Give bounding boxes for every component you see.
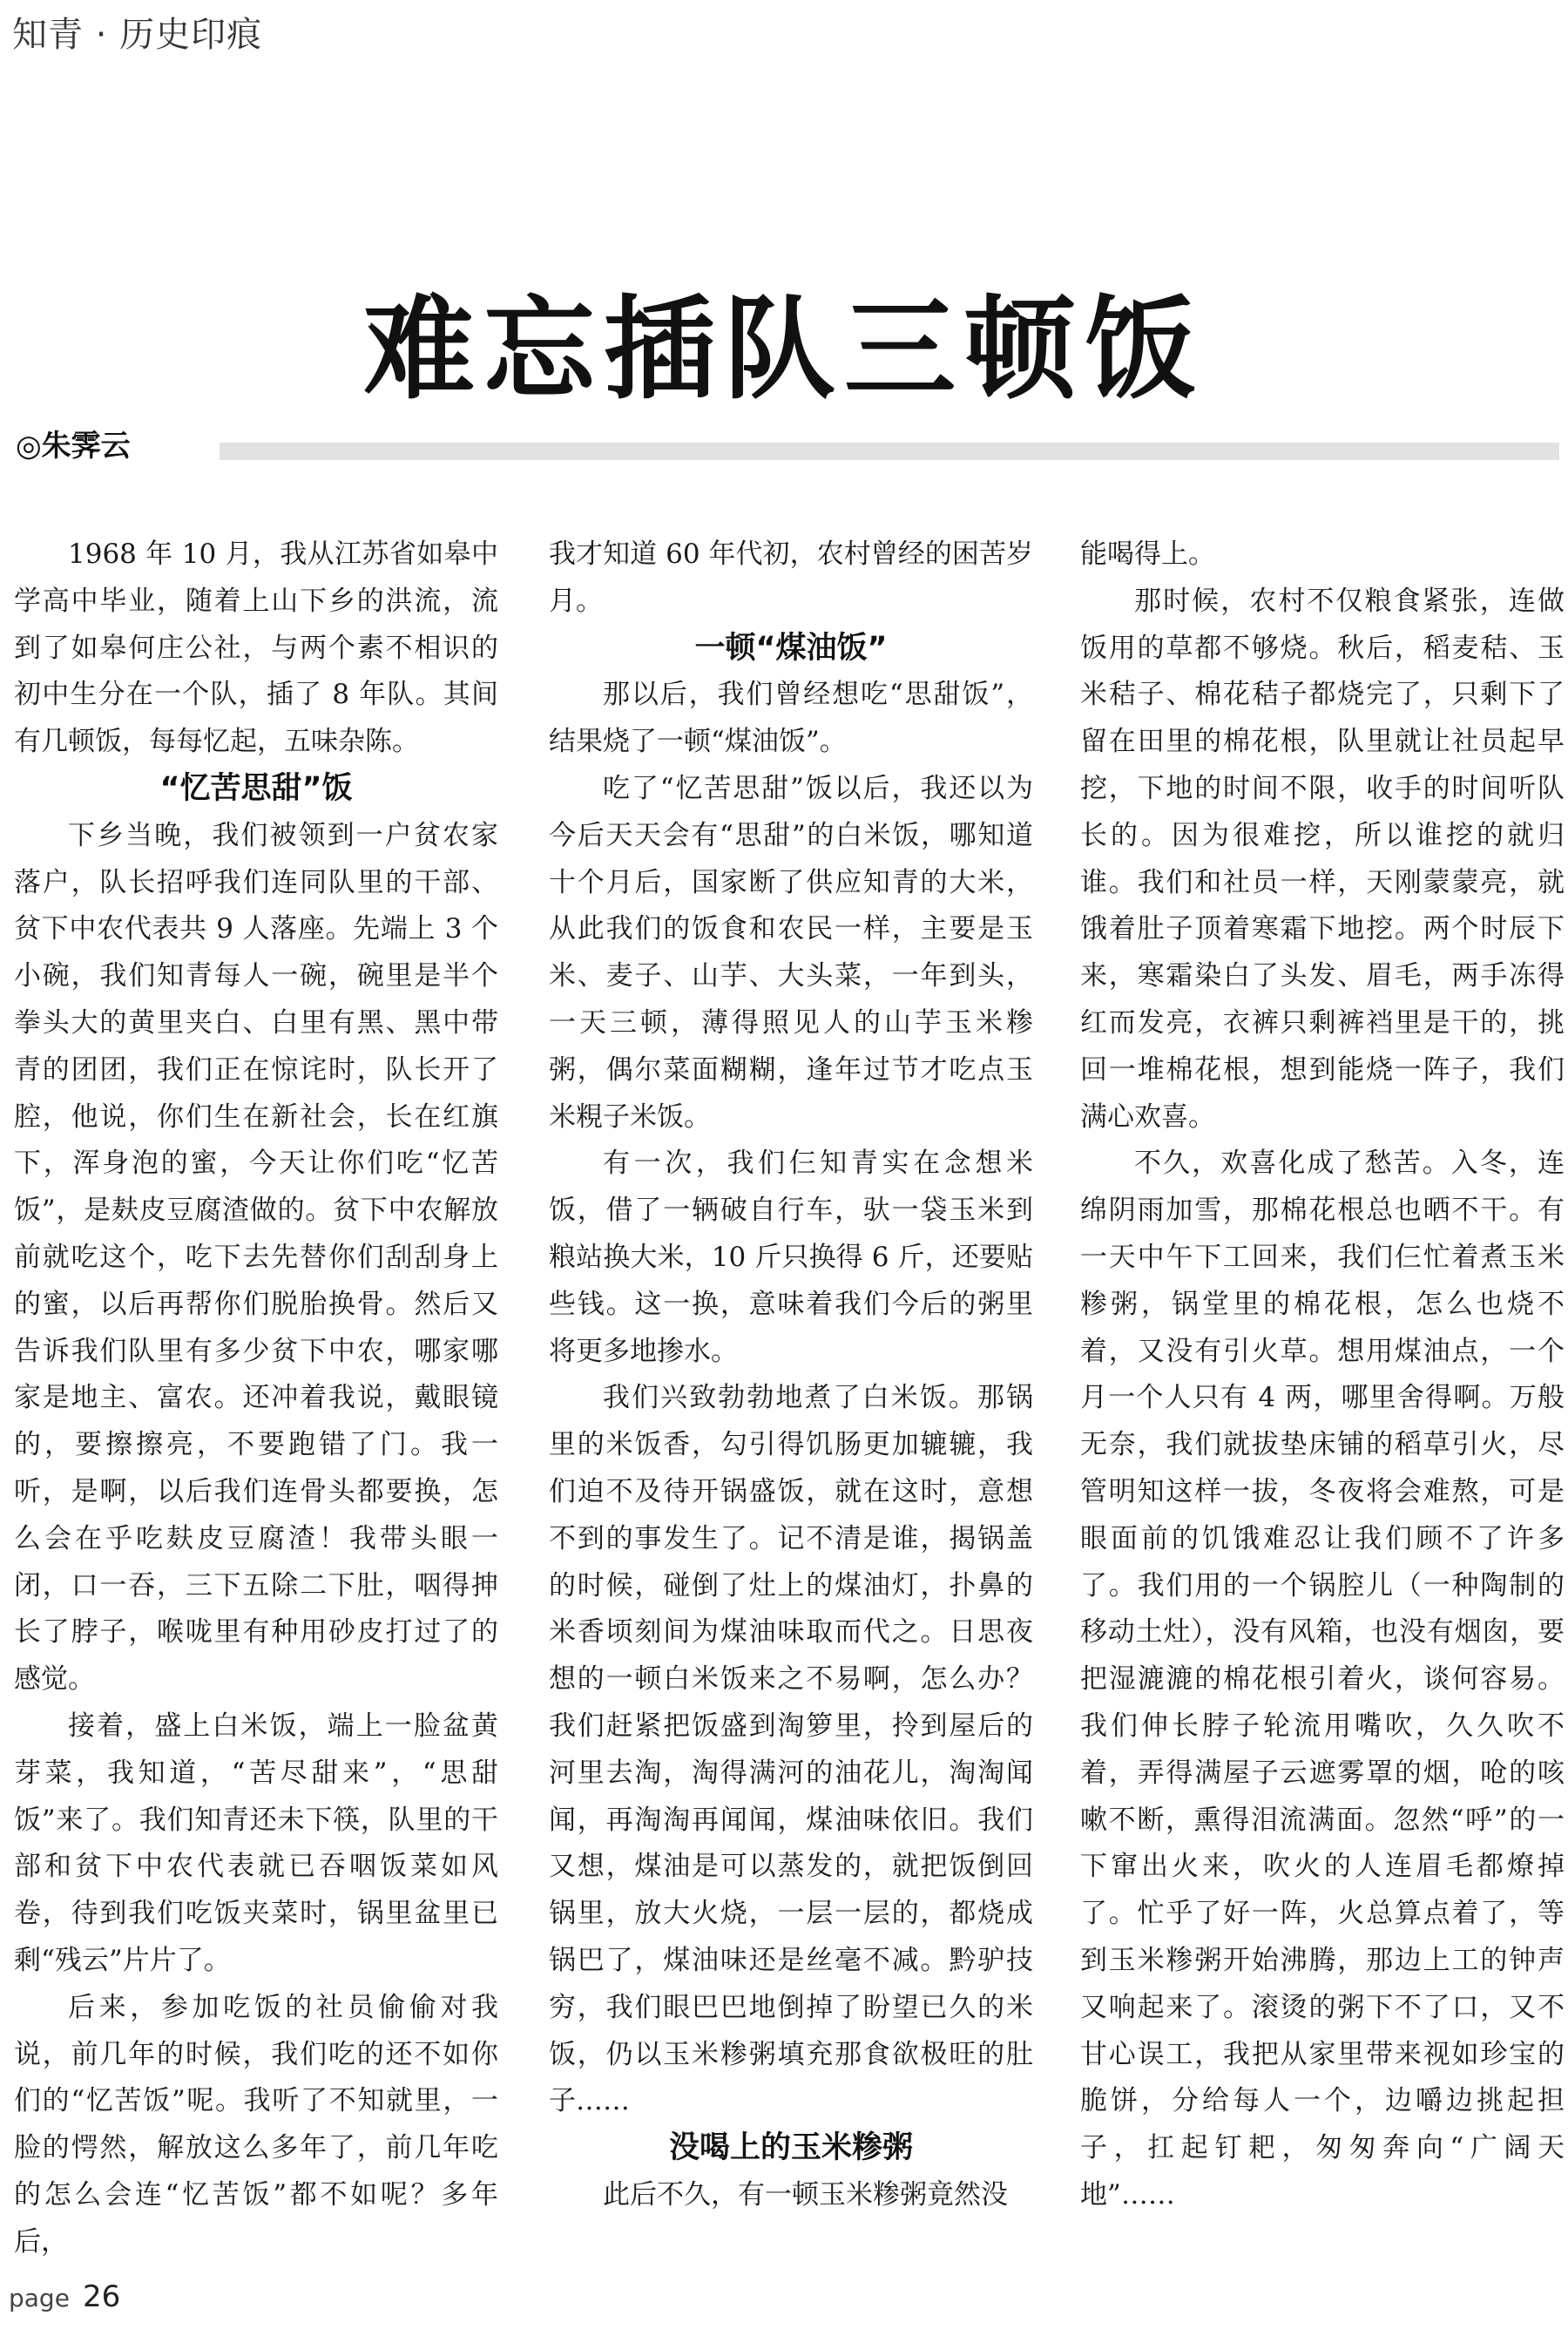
paragraph: 后来，参加吃饭的社员偷偷对我说，前几年的时候，我们吃的还不如你们的“忆苦饭”呢。我听了不知就里，一脸的愕然，解放这么多年了，前几年吃的怎么会连“忆苦饭”都不如呢？多年后， bbox=[14, 1991, 498, 2258]
paragraph: 不久，欢喜化成了愁苦。入冬，连绵阴雨加雪，那棉花根总也晒不干。有一天中午下工回来，我们仨忙着煮玉米糁粥，锅堂里的棉花根，怎么也烧不着，又没有引火草。想用煤油点，一个月一个人只有 4 两，哪里舍得啊。万般无奈，我们就拔垫床铺的稻草引火，尽管明知这样一拔，冬夜将会难熬，可是眼面前的饥饿难忍让我们顾不了许多了。我们用的一个锅腔儿（一种陶制的移动土灶），没有风箱，也没有烟囱，要把湿漉漉的棉花根引着火，谈何容易。我们伸长脖子轮流用嘴吹，久久吹不着，弄得满屋子云遮雾罩的烟，呛的咳嗽不断，熏得泪流满面。忽然“呼”的一下窜出火来，吹火的人连眉毛都燎掉了。忙乎了好一阵，火总算点着了，等到玉米糁粥开始沸腾，那边上工的钟声又响起来了。滚烫的粥下不了口，又不甘心误工，我把从家里带来视如珍宝的脆饼，分给每人一个，边嚼边挑起担子，扛起钉耙，匆匆奔向“广阔天地”…… bbox=[1080, 1148, 1565, 2211]
paragraph: 下乡当晚，我们被领到一户贫农家落户，队长招呼我们连同队里的干部、贫下中农代表共 9 人落座。先端上 3 个小碗，我们知青每人一碗，碗里是半个拳头大的黄里夹白、白里有黑、黑中带青的团团，我们正在惊诧时，队长开了腔，他说，你们生在新社会，长在红旗下，浑身泡的蜜，今天让你们吃“忆苦饭”，是麸皮豆腐渣做的。贫下中农解放前就吃这个，吃下去先替你们刮刮身上的蜜，以后再帮你们脱胎换骨。然后又告诉我们队里有多少贫下中农，哪家哪家是地主、富农。还冲着我说，戴眼镜的，要擦擦亮，不要跑错了门。我一听，是啊，以后我们连骨头都要换，怎么会在乎吃麸皮豆腐渣！我带头眼一闭，口一吞，三下五除二下肚，咽得抻长了脖子，喉咙里有种用砂皮打过了的感觉。 bbox=[14, 819, 498, 1696]
byline-rule bbox=[220, 443, 1559, 460]
page-label: page bbox=[9, 2284, 70, 2312]
column-1 bbox=[14, 532, 498, 2265]
page-number: 26 bbox=[83, 2279, 121, 2314]
section-heading: 一顿“煤油饭” bbox=[694, 630, 888, 666]
column-3 bbox=[1080, 532, 1565, 2219]
paragraph: 此后不久，有一顿玉米糁粥竟然没 bbox=[603, 2178, 1008, 2211]
byline: ◎朱霁云 bbox=[16, 429, 131, 464]
paragraph: 吃了“忆苦思甜”饭以后，我还以为今后天天会有“思甜”的白米饭，哪知道十个月后，国家断了供应知青的大米，从此我们的饭食和农民一样，主要是玉米、麦子、山芋、大头菜，一年到头，一天三顿，薄得照见人的山芋玉米糁粥，偶尔菜面糊糊，逢年过节才吃点玉米粯子米饭。 bbox=[549, 772, 1033, 1133]
section-header: 知青 · 历史印痕 bbox=[12, 15, 263, 55]
paragraph: 1968 年 10 月，我从江苏省如皋中学高中毕业，随着上山下乡的洪流，流到了如皋何庄公社，与两个素不相识的初中生分在一个队，插了 8 年队。其间有几顿饭，每每忆起，五味杂陈。 bbox=[14, 538, 498, 758]
paragraph: 有一次，我们仨知青实在念想米饭，借了一辆破自行车，驮一袋玉米到粮站换大米，10 斤只换得 6 斤，还要贴些钱。这一换，意味着我们今后的粥里将更多地掺水。 bbox=[549, 1148, 1033, 1367]
paragraph: 我们兴致勃勃地煮了白米饭。那锅里的米饭香，勾引得饥肠更加辘辘，我们迫不及待开锅盛饭，就在这时，意想不到的事发生了。记不清是谁，揭锅盖的时候，碰倒了灶上的煤油灯，扑鼻的米香顷刻间为煤油味取而代之。日思夜想的一顿白米饭来之不易啊，怎么办？我们赶紧把饭盛到淘箩里，拎到屋后的河里去淘，淘得满河的油花儿，淘淘闻闻，再淘淘再闻闻，煤油味依旧。我们又想，煤油是可以蒸发的，就把饭倒回锅里，放大火烧，一层一层的，都烧成锅巴了，煤油味还是丝毫不减。黔驴技穷，我们眼巴巴地倒掉了盼望已久的米饭，仍以玉米糁粥填充那食欲极旺的肚子…… bbox=[549, 1382, 1033, 2117]
paragraph: 那以后，我们曾经想吃“思甜饭”，结果烧了一顿“煤油饭”。 bbox=[549, 679, 1033, 758]
paragraph: 那时候，农村不仅粮食紧张，连做饭用的草都不够烧。秋后，稻麦秸、玉米秸子、棉花秸子都烧完了，只剩下了留在田里的棉花根，队里就让社员起早挖，下地的时间不限，收手的时间听队长的。因为很难挖，所以谁挖的就归谁。我们和社员一样，天刚蒙蒙亮，就饿着肚子顶着寒霜下地挖。两个时辰下来，寒霜染白了头发、眉毛，两手冻得红而发亮，衣裤只剩裤裆里是干的，挑回一堆棉花根，想到能烧一阵子，我们满心欢喜。 bbox=[1080, 585, 1565, 1133]
section-heading: 没喝上的玉米糁粥 bbox=[668, 2130, 913, 2166]
paragraph: 能喝得上。 bbox=[1080, 538, 1215, 570]
paragraph: 我才知道 60 年代初，农村曾经的困苦岁月。 bbox=[549, 538, 1033, 617]
section-heading: “忆苦思甜”饭 bbox=[159, 770, 353, 806]
column-2 bbox=[549, 532, 1033, 2219]
article-title: 难忘插队三顿饭 bbox=[362, 285, 1205, 415]
paragraph: 接着，盛上白米饭，端上一脸盆黄芽菜，我知道，“苦尽甜来”，“思甜饭”来了。我们知青还未下筷，队里的干部和贫下中农代表就已吞咽饭菜如风卷，待到我们吃饭夹菜时，锅里盆里已剩“残云”片片了。 bbox=[14, 1710, 498, 1976]
page-footer bbox=[9, 2279, 120, 2314]
